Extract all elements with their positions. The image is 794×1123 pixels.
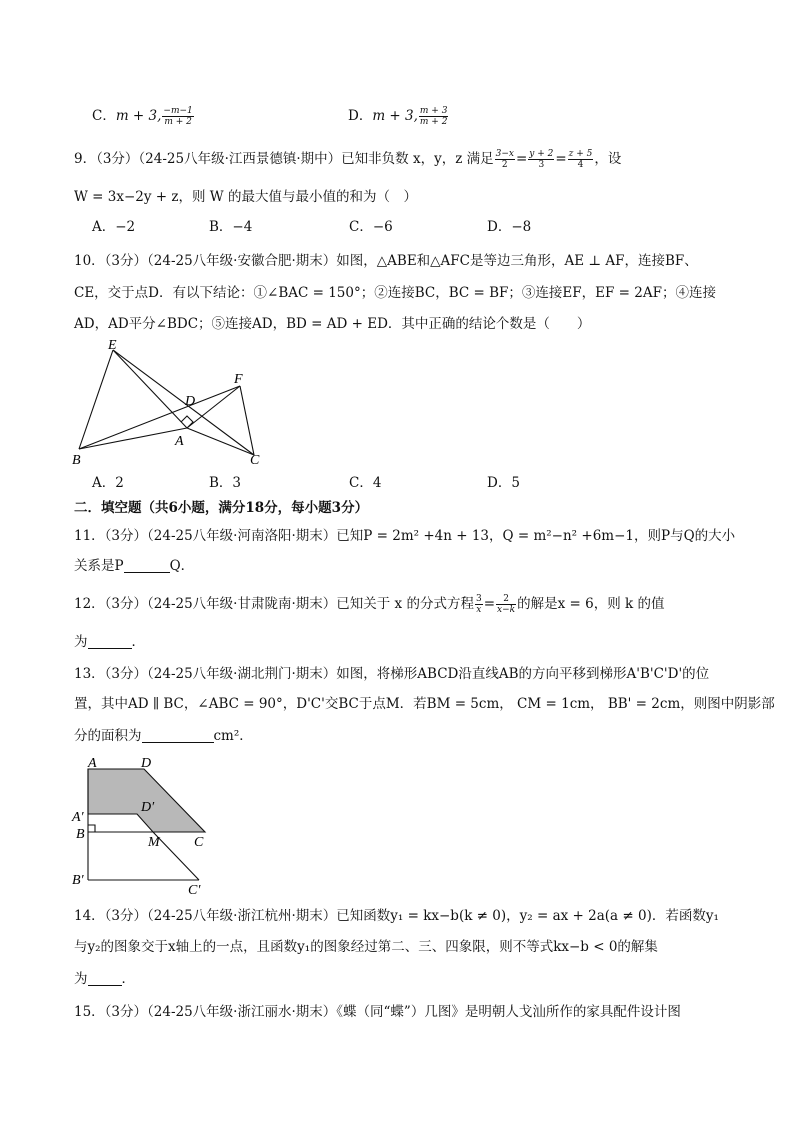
q9-stem-end: ，设 xyxy=(594,151,622,167)
q11-answer-blank[interactable] xyxy=(124,558,170,573)
q10-option-b: B．3 xyxy=(209,475,242,491)
q12-fraction-2 xyxy=(496,594,516,615)
q10-line1: 10．（3分）（24-25八年级·安徽合肥·期末）如图，△ABE和△AFC是等边三角形，AE ⊥ AF，连接BF、 xyxy=(74,253,698,269)
q10-label-c: C xyxy=(250,453,260,468)
q10-label-a: A xyxy=(175,434,184,449)
q9-f2-den: 3 xyxy=(538,160,545,170)
q8-option-d xyxy=(348,106,449,127)
q12-equals: = xyxy=(483,596,496,612)
q8-option-d-num: m + 3 xyxy=(419,106,448,116)
q11-relation-suffix: Q． xyxy=(169,558,195,574)
q13-answer-prefix: 分的面积为 xyxy=(74,728,142,744)
q9-fraction-2 xyxy=(528,149,554,170)
q11-line1: 11．（3分）（24-25八年级·河南洛阳·期末）已知P = 2m² +4n + 13，Q = m²−n² +6m−1，则P与Q的大小 xyxy=(74,528,736,544)
q13-label-b: B xyxy=(76,827,85,842)
q9-option-c: C．−6 xyxy=(349,219,393,235)
q10-label-f: F xyxy=(234,372,243,387)
q8-option-c-label: C． xyxy=(92,108,116,124)
q9-f1-num: 3−x xyxy=(495,149,514,159)
q14-answer-suffix: ． xyxy=(121,971,135,987)
q11-relation-prefix: 关系是P xyxy=(74,558,124,574)
q10-triangle-figure xyxy=(68,334,278,469)
q12-f2-den: x−k xyxy=(497,605,516,615)
q13-answer-unit: cm²． xyxy=(213,728,253,744)
q12-f2-num: 2 xyxy=(496,594,516,605)
q12-fraction-1 xyxy=(475,594,483,615)
q13-line2: 置，其中AD ∥ BC，∠ABC = 90°，D'C'交BC于点M．若BM = 5cm， CM = 1cm， BB' = 2cm，则图中阴影部 xyxy=(74,696,775,712)
q13-label-d-prime: D′ xyxy=(141,800,155,815)
q10-label-e: E xyxy=(108,338,117,353)
q12-stem-end: 的解是x = 6，则 k 的值 xyxy=(517,596,665,612)
q9-f2-num: y + 2 xyxy=(529,149,554,159)
q8-option-c-expr: m + 3, xyxy=(115,108,162,124)
q13-label-b-prime: B′ xyxy=(72,873,84,888)
q12-answer-suffix: ． xyxy=(131,634,145,650)
q9-fraction-1 xyxy=(495,149,515,170)
q9-option-a: A．−2 xyxy=(92,219,136,235)
q9-f3-den: 4 xyxy=(577,160,584,170)
q13-line1: 13．（3分）（24-25八年级·湖北荆门·期末）如图，将梯形ABCD沿直线AB的方向平移到梯形A'B'C'D'的位 xyxy=(74,666,710,682)
q12-answer-blank[interactable] xyxy=(88,634,132,649)
q12-line2 xyxy=(74,632,145,652)
q9-option-b: B．−4 xyxy=(209,219,253,235)
q10-line3: AD，AD平分∠BDC；⑤连接AD，BD = AD + ED．其中正确的结论个数是（ ） xyxy=(74,316,591,332)
q13-label-c-prime: C′ xyxy=(188,883,201,897)
q9-f3-num: z + 5 xyxy=(568,149,593,159)
q10-line2: CE，交于点D．有以下结论：①∠BAC = 150°；②连接BC，BC = BF；③连接EF，EF = 2AF；④连接 xyxy=(74,285,716,301)
q10-option-a: A．2 xyxy=(92,475,124,491)
q8-option-d-expr: m + 3, xyxy=(372,108,418,124)
q10-option-d: D．5 xyxy=(487,475,520,491)
q10-label-d: D xyxy=(185,394,196,409)
q9-f1-den: 2 xyxy=(501,160,508,170)
q12-line1 xyxy=(74,594,664,615)
q8-option-c xyxy=(92,106,195,127)
q13-label-d: D xyxy=(141,756,152,771)
q12-stem: 12．（3分）（24-25八年级·甘肃陇南·期末）已知关于 x 的分式方程 xyxy=(74,596,474,612)
section-heading: 二．填空题（共6小题，满分18分，每小题3分） xyxy=(74,500,369,516)
q13-trapezoid-figure xyxy=(68,752,218,897)
q15-line1: 15．（3分）（24-25八年级·浙江丽水·期末）《蝶（同“蝶”）几图》是明朝人戈汕所作的家具配件设计图 xyxy=(74,1004,681,1020)
q9-fraction-3 xyxy=(568,149,594,170)
q9-option-d: D．−8 xyxy=(487,219,532,235)
q14-line2: 与y₂的图象交于x轴上的一点，且函数y₁的图象经过第二、三、四象限，则不等式kx−b < 0的解集 xyxy=(74,939,658,955)
q8-option-d-den: m + 2 xyxy=(419,117,448,127)
q8-option-c-num: −m−1 xyxy=(163,106,193,116)
q13-line3 xyxy=(74,726,253,746)
q11-line2 xyxy=(74,556,194,576)
q12-f1-num: 3 xyxy=(475,594,482,604)
q8-option-d-fraction xyxy=(419,106,449,127)
q10-option-c: C．4 xyxy=(349,475,382,491)
q8-option-c-den: m + 2 xyxy=(164,117,192,127)
q14-answer-prefix: 为 xyxy=(74,971,88,987)
q13-label-m: M xyxy=(148,835,160,850)
q13-label-a-prime: A′ xyxy=(72,810,84,825)
q9-line2: W = 3x−2y + z，则 W 的最大值与最小值的和为（ ） xyxy=(74,189,417,205)
q12-f1-den: x xyxy=(476,605,482,615)
q8-option-c-fraction xyxy=(162,106,193,127)
q13-label-a: A xyxy=(88,756,97,771)
q10-label-b: B xyxy=(72,453,81,468)
q13-answer-blank[interactable] xyxy=(142,728,214,743)
q9-line1: 9．（3分）（24-25八年级·江西景德镇·期中）已知非负数 x，y，z 满足 $\frac{3-x}{2}$ = $\frac{y + 2}{3}$ = $\frac{z + 5}{4}$ ，设 xyxy=(74,149,622,170)
q12-answer-prefix: 为 xyxy=(74,634,88,650)
q14-line3 xyxy=(74,969,135,989)
q14-line1: 14．（3分）（24-25八年级·浙江杭州·期末）已知函数y₁ = kx−b(k ≠ 0)，y₂ = ax + 2a(a ≠ 0)．若函数y₁ xyxy=(74,908,719,924)
q8-option-d-label: D． xyxy=(348,108,373,124)
q9-stem: 9．（3分）（24-25八年级·江西景德镇·期中）已知非负数 x，y，z 满足 xyxy=(74,151,494,167)
q14-answer-blank[interactable] xyxy=(88,971,122,986)
q13-label-c: C xyxy=(194,835,204,850)
